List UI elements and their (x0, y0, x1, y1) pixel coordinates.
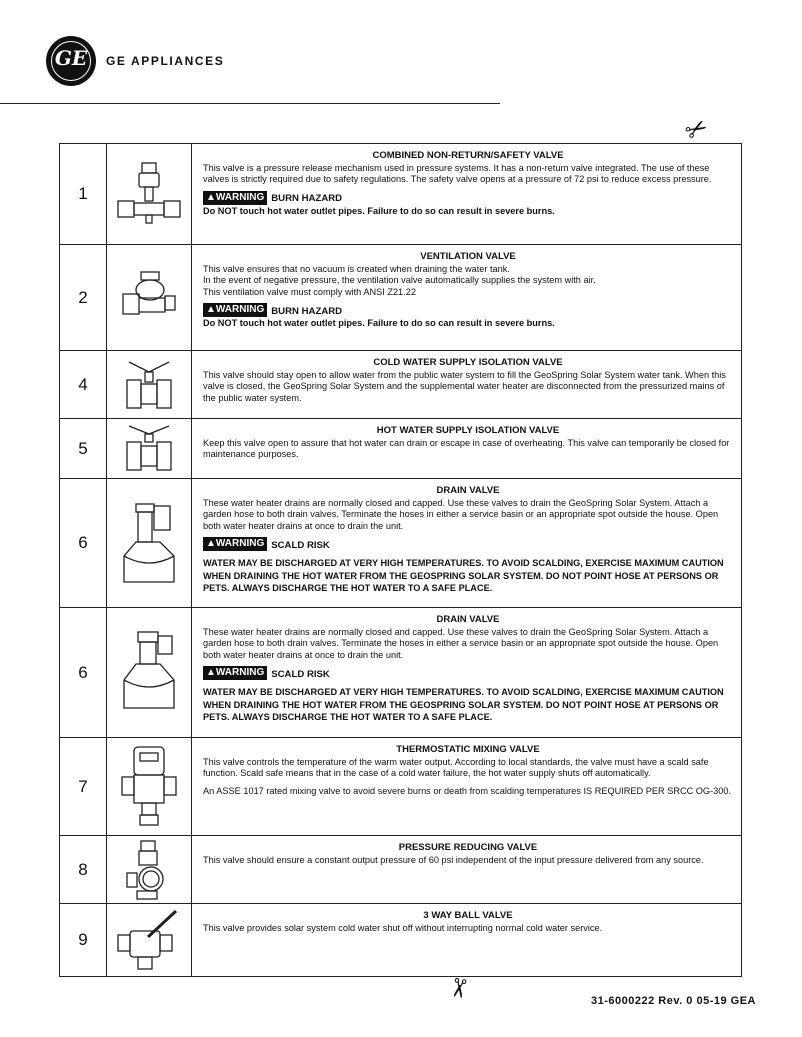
three-way-valve-image (107, 904, 192, 977)
warning-badge: ▲WARNING (203, 303, 267, 317)
scissors-icon: ✂ (441, 974, 475, 1002)
valve-title: PRESSURE REDUCING VALVE (398, 842, 538, 853)
valve-table (59, 143, 742, 977)
cold-isolation-valve-image (107, 351, 192, 419)
valve-title: 3 WAY BALL VALVE (423, 910, 513, 921)
table-row (60, 608, 742, 738)
mixing-valve-image (107, 738, 192, 836)
ventilation-valve-image (107, 245, 192, 351)
row-number: 5 (60, 419, 107, 479)
warning-line: ▲WARNING BURN HAZARD (203, 191, 733, 205)
row-description: THERMOSTATIC MIXING VALVE This valve controls the temperature of the warm water output. According to local standards, the valve must have a scald safe function. Scald safe means that in the case of a cold water failure, the hot water supply shuts off automatically. An ASSE 1017 rated mixing valve to avoid severe burns or death from scalding temperatures IS REQUIRED PER SRCC OG-300. (192, 738, 742, 836)
valve-title: DRAIN VALVE (436, 485, 500, 496)
table-row (60, 904, 742, 977)
valve-title: VENTILATION VALVE (420, 251, 516, 262)
table-row (60, 144, 742, 245)
valve-title: THERMOSTATIC MIXING VALVE (396, 744, 540, 755)
drain-valve-image (107, 479, 192, 608)
ge-logo: GE (46, 36, 96, 86)
brand-name: GE APPLIANCES (106, 54, 225, 68)
valve-title: COLD WATER SUPPLY ISOLATION VALVE (373, 357, 563, 368)
valve-title: COMBINED NON-RETURN/SAFETY VALVE (372, 150, 564, 161)
document-code: 31-6000222 Rev. 0 05-19 GEA (591, 995, 756, 1007)
warning-line: ▲WARNING SCALD RISK (203, 666, 733, 680)
warning-badge: ▲WARNING (203, 666, 267, 680)
table-row (60, 351, 742, 419)
row-number: 1 (60, 144, 107, 245)
warning-line: ▲WARNING BURN HAZARD (203, 303, 733, 317)
valve-title: HOT WATER SUPPLY ISOLATION VALVE (376, 425, 560, 436)
table-row (60, 479, 742, 608)
row-number: 6 (60, 608, 107, 738)
row-number: 2 (60, 245, 107, 351)
drain-valve-image (107, 608, 192, 738)
row-description: DRAIN VALVE These water heater drains are normally closed and capped. Use these valves to drain the GeoSpring Solar System. Attach a garden hose to both drain valves. Terminate the hoses in either a service basin or an appropriate spot outside the house. Open both water heater drains at once to drain the unit. ▲WARNING SCALD RISK WATER MAY BE DISCHARGED AT VERY HIGH TEMPERATURES. TO AVOID SCALDING, EXERCISE MAXIMUM CAUTION WHEN DRAINING THE HOT WATER FROM THE GEOSPRING SOLAR SYSTEM. DO NOT POINT HOSE AT PERSONS OR PETS. ALWAYS DISCHARGE THE HOT WATER TO A SAFE PLACE. (192, 608, 742, 738)
safety-valve-image (107, 144, 192, 245)
header-rule (0, 103, 500, 104)
table-row (60, 419, 742, 479)
row-description: COLD WATER SUPPLY ISOLATION VALVE This valve should stay open to allow water from the public water system to fill the GeoSpring Solar System water tank. When this valve is closed, the GeoSpring Solar System and the supplemental water heater are disconnected from the pressurized mains of the public water system. (192, 351, 742, 419)
warning-line: ▲WARNING SCALD RISK (203, 537, 733, 551)
row-number: 8 (60, 836, 107, 904)
warning-badge: ▲WARNING (203, 191, 267, 205)
hot-isolation-valve-image (107, 419, 192, 479)
brand-header (46, 36, 224, 86)
row-description: DRAIN VALVE These water heater drains are normally closed and capped. Use these valves to drain the GeoSpring Solar System. Attach a garden hose to both drain valves. Terminate the hoses in either a service basin or an appropriate spot outside the house. Open both water heater drains at once to drain the unit. ▲WARNING SCALD RISK WATER MAY BE DISCHARGED AT VERY HIGH TEMPERATURES. TO AVOID SCALDING, EXERCISE MAXIMUM CAUTION WHEN DRAINING THE HOT WATER FROM THE GEOSPRING SOLAR SYSTEM. DO NOT POINT HOSE AT PERSONS OR PETS. ALWAYS DISCHARGE THE HOT WATER TO A SAFE PLACE. (192, 479, 742, 608)
row-description: HOT WATER SUPPLY ISOLATION VALVE Keep this valve open to assure that hot water can drain or escape in case of overheating. This valve can temporarily be closed for maintenance purposes. (192, 419, 742, 479)
pressure-reducing-valve-image (107, 836, 192, 904)
scissors-icon: ✂ (679, 111, 714, 149)
row-number: 4 (60, 351, 107, 419)
row-description: 3 WAY BALL VALVE This valve provides solar system cold water shut off without interrupting normal cold water service. (192, 904, 742, 977)
valve-title: DRAIN VALVE (436, 614, 500, 625)
warning-badge: ▲WARNING (203, 537, 267, 551)
row-description: VENTILATION VALVE This valve ensures that no vacuum is created when draining the water tank. In the event of negative pressure, the ventilation valve automatically supplies the system with air. This ventilation valve must comply with ANSI Z21.22 ▲WARNING BURN HAZARD Do NOT touch hot water outlet pipes. Failure to do so can result in severe burns. (192, 245, 742, 351)
row-number: 9 (60, 904, 107, 977)
row-description: PRESSURE REDUCING VALVE This valve should ensure a constant output pressure of 60 psi independent of the input pressure delivered from any source. (192, 836, 742, 904)
row-number: 6 (60, 479, 107, 608)
table-row (60, 836, 742, 904)
row-description: COMBINED NON-RETURN/SAFETY VALVE This valve is a pressure release mechanism used in pressure systems. It has a non-return valve integrated. The use of these valves is strictly required due to safety regulations. The safety valve opens at a pressure of 72 psi to reduce excess pressure. ▲WARNING BURN HAZARD Do NOT touch hot water outlet pipes. Failure to do so can result in severe burns. (192, 144, 742, 245)
table-row (60, 738, 742, 836)
row-number: 7 (60, 738, 107, 836)
table-row (60, 245, 742, 351)
